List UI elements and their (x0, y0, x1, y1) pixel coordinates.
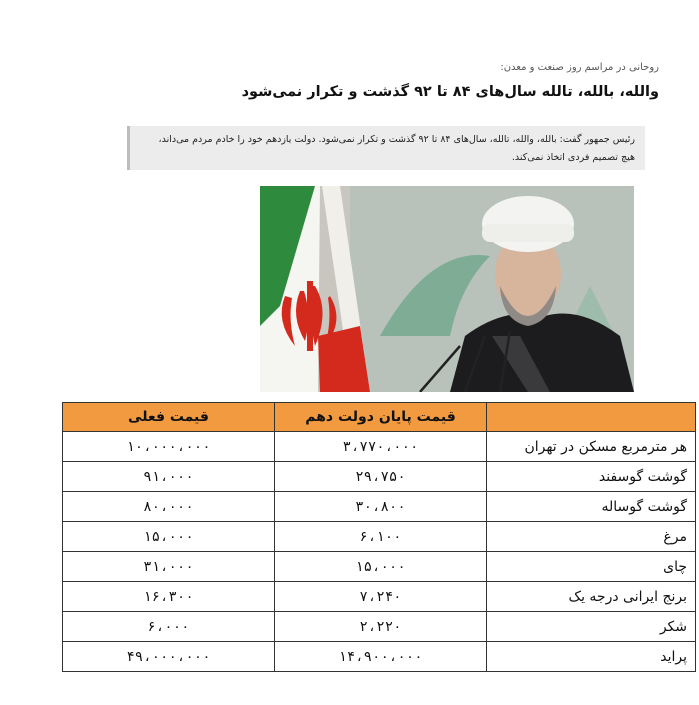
lead-line-1: رئیس جمهور گفت: بالله، والله، تالله، سال‌های ۸۴ تا ۹۲ گذشت و تکرار نمی‌شود. دولت یازدهم خود را خادم مردم می‌داند، (158, 134, 635, 145)
article-kicker: روحانی در مراسم روز صنعت و معدن: (500, 62, 659, 73)
article-headline[interactable]: والله، بالله، تالله سال‌های ۸۴ تا ۹۲ گذشت و تکرار نمی‌شود (241, 84, 659, 100)
table-row (63, 642, 696, 672)
end-price-cell: ۱۴،۹۰۰،۰۰۰ (275, 642, 487, 672)
item-name-cell: گوشت گوساله (487, 492, 696, 522)
current-price-cell: ۱۰،۰۰۰،۰۰۰ (63, 432, 275, 462)
end-price-cell: ۳،۷۷۰،۰۰۰ (275, 432, 487, 462)
end-price-cell: ۷،۲۴۰ (275, 582, 487, 612)
end-price-cell: ۱۵،۰۰۰ (275, 552, 487, 582)
photo-illustration (260, 186, 634, 392)
header-current-price: قیمت فعلی (63, 403, 275, 432)
end-price-cell: ۳۰،۸۰۰ (275, 492, 487, 522)
item-name-cell: مرغ (487, 522, 696, 552)
table-row (63, 612, 696, 642)
table-row (63, 522, 696, 552)
item-name-cell: برنج ایرانی درجه یک (487, 582, 696, 612)
price-table-header (63, 403, 696, 432)
article-photo (260, 186, 634, 392)
current-price-cell: ۶،۰۰۰ (63, 612, 275, 642)
current-price-cell: ۴۹،۰۰۰،۰۰۰ (63, 642, 275, 672)
table-row (63, 462, 696, 492)
item-name-cell: چای (487, 552, 696, 582)
current-price-cell: ۸۰،۰۰۰ (63, 492, 275, 522)
end-price-cell: ۲،۲۲۰ (275, 612, 487, 642)
table-row (63, 552, 696, 582)
item-name-cell: شکر (487, 612, 696, 642)
current-price-cell: ۱۶،۳۰۰ (63, 582, 275, 612)
item-name-cell: گوشت گوسفند (487, 462, 696, 492)
item-name-cell: هر مترمربع مسکن در تهران (487, 432, 696, 462)
price-table (62, 402, 696, 672)
current-price-cell: ۳۱،۰۰۰ (63, 552, 275, 582)
table-row (63, 492, 696, 522)
article-lead (127, 126, 645, 170)
end-price-cell: ۶،۱۰۰ (275, 522, 487, 552)
table-row (63, 582, 696, 612)
header-item (487, 403, 696, 432)
lead-line-2: هیچ تصمیم فردی اتخاذ نمی‌کند. (511, 152, 635, 163)
table-row (63, 432, 696, 462)
current-price-cell: ۹۱،۰۰۰ (63, 462, 275, 492)
item-name-cell: پراید (487, 642, 696, 672)
current-price-cell: ۱۵،۰۰۰ (63, 522, 275, 552)
end-price-cell: ۲۹،۷۵۰ (275, 462, 487, 492)
header-end-price: قیمت پایان دولت دهم (275, 403, 487, 432)
